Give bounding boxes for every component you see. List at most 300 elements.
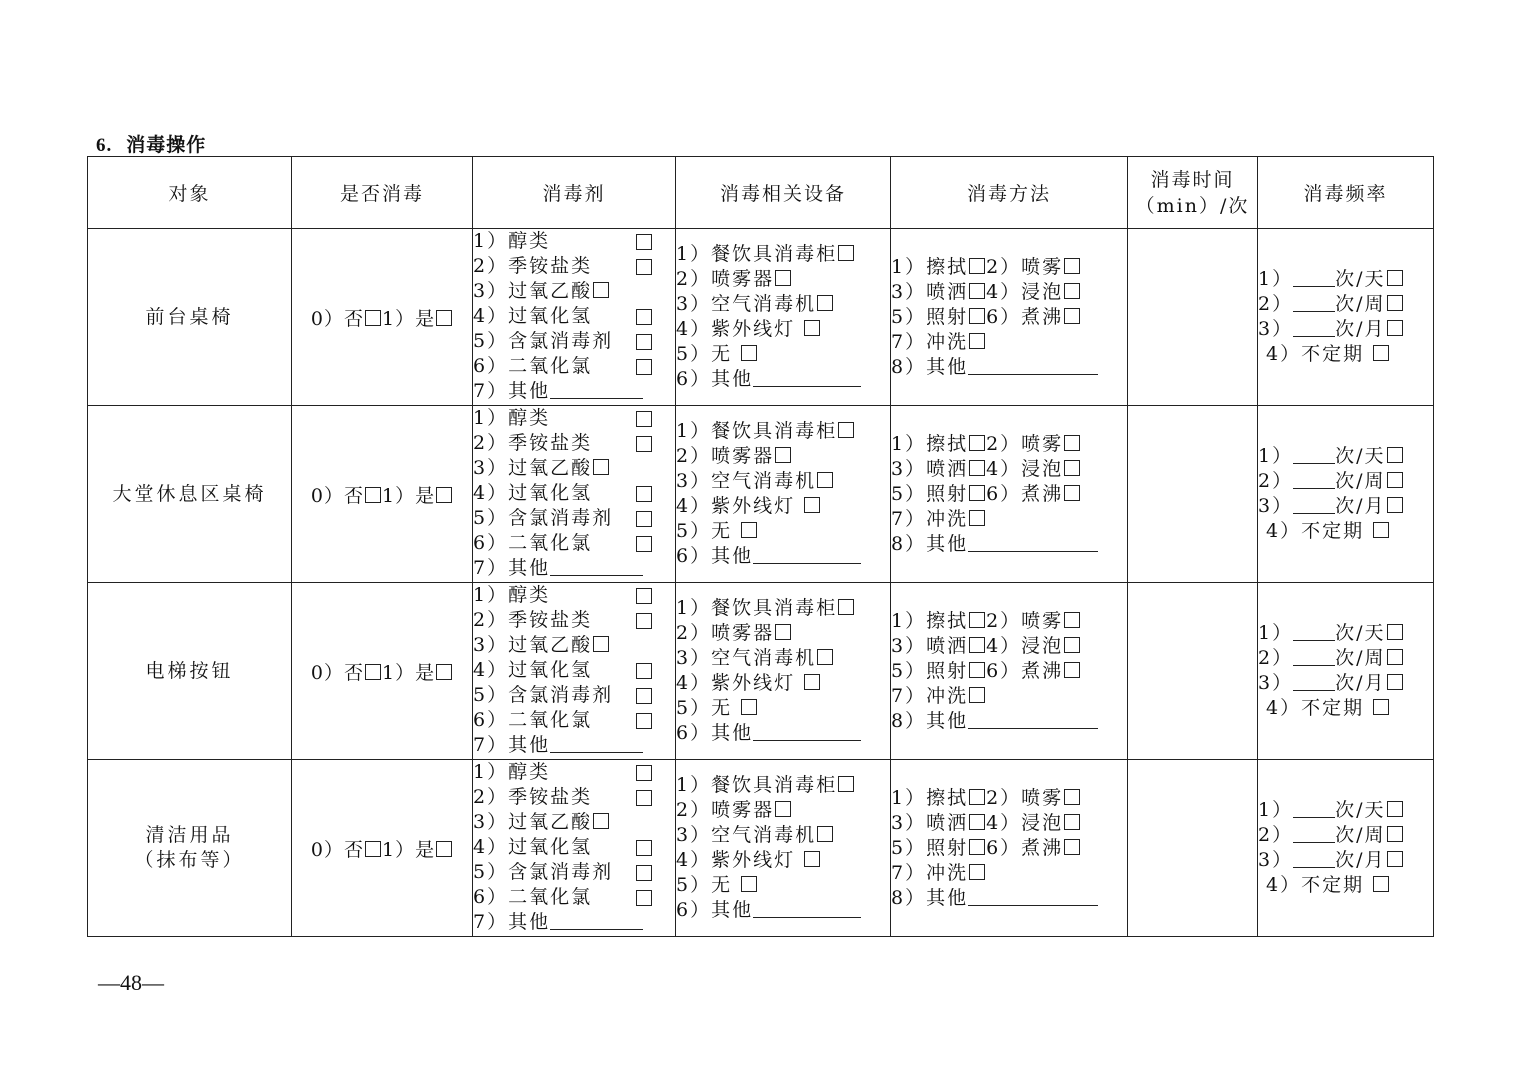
section-number: 6. [96, 135, 113, 156]
option-label: 2）喷雾 [986, 432, 1064, 455]
method-line [891, 609, 1127, 634]
checkbox[interactable] [1387, 674, 1403, 690]
object-name: 清洁用品 [145, 824, 234, 846]
option-label: 3） [1258, 672, 1294, 694]
checkbox[interactable] [1387, 649, 1403, 665]
equipment-option-other [676, 367, 890, 392]
other-blank[interactable] [753, 545, 861, 564]
option-label: 5）照射 [891, 305, 969, 328]
option-label: 3）过氧乙酸 [473, 634, 593, 656]
time-cell[interactable] [1128, 229, 1258, 406]
checkbox[interactable] [1387, 497, 1403, 513]
checkbox-irradiate[interactable] [969, 308, 985, 324]
frequency-week [1258, 292, 1433, 317]
checkbox[interactable] [1387, 826, 1403, 842]
checkbox-spray[interactable] [1064, 612, 1080, 628]
checkbox-yes[interactable] [436, 310, 452, 326]
agent-option-peroxide [473, 481, 675, 506]
checkbox[interactable] [1387, 447, 1403, 463]
time-cell[interactable] [1128, 760, 1258, 937]
method-line [891, 255, 1127, 280]
option-label: 2）喷雾 [986, 609, 1064, 632]
option-yes-label: 1）是 [382, 307, 436, 330]
checkbox-spray[interactable] [1064, 435, 1080, 451]
option-label: 3）空气消毒机 [676, 293, 817, 315]
checkbox[interactable] [593, 636, 609, 652]
option-label: 7）其他 [473, 911, 551, 933]
method-line [891, 482, 1127, 507]
option-label: 3）喷洒 [891, 634, 969, 657]
checkbox[interactable] [1387, 624, 1403, 640]
agent-option-alcohol [473, 760, 675, 785]
other-blank[interactable] [968, 533, 1098, 552]
option-label: 2） [1258, 647, 1294, 669]
checkbox[interactable] [636, 713, 652, 729]
equipment-cell [676, 229, 891, 406]
option-label: 3） [1258, 318, 1294, 340]
agent-option-peracetic [473, 279, 675, 304]
header-object: 对象 [88, 157, 292, 229]
option-label: 4）浸泡 [986, 280, 1064, 303]
checkbox[interactable] [636, 234, 652, 250]
header-disinfect: 是否消毒 [292, 157, 473, 229]
checkbox[interactable] [636, 890, 652, 906]
option-label: 6）二氧化氯 [473, 709, 593, 731]
checkbox-spray[interactable] [1064, 789, 1080, 805]
checkbox[interactable] [636, 840, 652, 856]
checkbox[interactable] [741, 345, 757, 361]
checkbox[interactable] [838, 245, 854, 261]
option-label: 3）过氧乙酸 [473, 280, 593, 302]
checkbox[interactable] [1373, 522, 1389, 538]
checkbox-boil[interactable] [1064, 308, 1080, 324]
equipment-option-uv [676, 317, 890, 342]
count-blank[interactable] [1293, 268, 1335, 287]
checkbox-no[interactable] [365, 664, 381, 680]
object-cell [88, 583, 292, 760]
option-label: 6）其他 [676, 899, 754, 921]
option-label: 1） [1258, 622, 1294, 644]
checkbox[interactable] [636, 486, 652, 502]
checkbox[interactable] [636, 688, 652, 704]
object-cell [88, 760, 292, 937]
checkbox[interactable] [804, 497, 820, 513]
option-label: 4）紫外线灯 [676, 672, 796, 694]
frequency-cell [1258, 583, 1434, 760]
checkbox[interactable] [636, 359, 652, 375]
agent-option-other [473, 733, 675, 758]
checkbox[interactable] [804, 320, 820, 336]
checkbox[interactable] [636, 865, 652, 881]
option-label: 3） [1258, 849, 1294, 871]
other-blank[interactable] [550, 911, 643, 930]
checkbox-boil[interactable] [1064, 839, 1080, 855]
equipment-cell [676, 760, 891, 937]
table-row [88, 229, 1434, 406]
option-label: 8）其他 [891, 355, 969, 378]
option-label: 2）喷雾器 [676, 445, 775, 467]
header-time [1128, 157, 1258, 229]
other-blank[interactable] [968, 356, 1098, 375]
other-blank[interactable] [753, 722, 861, 741]
checkbox-sprinkle[interactable] [969, 814, 985, 830]
other-blank[interactable] [550, 734, 643, 753]
method-line [891, 432, 1127, 457]
object-cell [88, 229, 292, 406]
option-label: 4）浸泡 [986, 457, 1064, 480]
option-label: 4）不定期 [1266, 343, 1365, 365]
option-label: 3）喷洒 [891, 280, 969, 303]
checkbox-wipe[interactable] [969, 435, 985, 451]
checkbox[interactable] [817, 826, 833, 842]
checkbox[interactable] [1373, 345, 1389, 361]
option-label: 4）紫外线灯 [676, 495, 796, 517]
count-blank[interactable] [1293, 445, 1335, 464]
checkbox-rinse[interactable] [969, 864, 985, 880]
agent-option-chlorine [473, 506, 675, 531]
equipment-option-uv [676, 671, 890, 696]
equipment-option-cabinet [676, 773, 890, 798]
option-label: 6）二氧化氯 [473, 532, 593, 554]
checkbox[interactable] [775, 270, 791, 286]
checkbox-boil[interactable] [1064, 662, 1080, 678]
option-label: 次/周 [1335, 824, 1386, 846]
disinfect-cell [292, 583, 473, 760]
option-label: 7）其他 [473, 557, 551, 579]
option-label: 1）餐饮具消毒柜 [676, 420, 838, 442]
count-blank[interactable] [1293, 495, 1335, 514]
equipment-option-none [676, 873, 890, 898]
option-label: 3）过氧乙酸 [473, 457, 593, 479]
checkbox[interactable] [838, 776, 854, 792]
option-label: 5）照射 [891, 659, 969, 682]
checkbox[interactable] [817, 649, 833, 665]
checkbox[interactable] [741, 699, 757, 715]
section-title-text: 消毒操作 [126, 134, 207, 156]
checkbox[interactable] [636, 334, 652, 350]
equipment-option-air [676, 823, 890, 848]
count-blank[interactable] [1293, 318, 1335, 337]
checkbox-soak[interactable] [1064, 460, 1080, 476]
method-line [891, 532, 1127, 557]
disinfection-table [87, 156, 1434, 937]
agent-option-quaternary [473, 431, 675, 456]
checkbox-rinse[interactable] [969, 333, 985, 349]
option-label: 7）冲洗 [891, 684, 969, 707]
section-title [96, 130, 206, 157]
checkbox[interactable] [1387, 320, 1403, 336]
checkbox-no[interactable] [365, 487, 381, 503]
agent-option-other [473, 910, 675, 935]
count-blank[interactable] [1293, 470, 1335, 489]
checkbox-rinse[interactable] [969, 687, 985, 703]
object-name: 大堂休息区桌椅 [112, 482, 267, 505]
option-label: 次/天 [1335, 622, 1386, 644]
option-label: 8）其他 [891, 532, 969, 555]
option-label: 1）擦拭 [891, 255, 969, 278]
agent-option-peroxide [473, 304, 675, 329]
agent-option-other [473, 556, 675, 581]
agent-option-peracetic [473, 633, 675, 658]
option-label: 次/周 [1335, 293, 1386, 315]
frequency-month [1258, 317, 1433, 342]
option-label: 次/天 [1335, 445, 1386, 467]
option-label: 3）空气消毒机 [676, 824, 817, 846]
option-label: 1）醇类 [473, 407, 551, 429]
frequency-cell [1258, 760, 1434, 937]
method-line [891, 355, 1127, 380]
disinfect-cell [292, 406, 473, 583]
checkbox[interactable] [636, 765, 652, 781]
checkbox[interactable] [636, 536, 652, 552]
checkbox[interactable] [1387, 472, 1403, 488]
checkbox[interactable] [1387, 270, 1403, 286]
option-label: 次/天 [1335, 799, 1386, 821]
equipment-option-other [676, 898, 890, 923]
disinfect-cell [292, 760, 473, 937]
other-blank[interactable] [968, 887, 1098, 906]
option-label: 7）其他 [473, 380, 551, 402]
checkbox[interactable] [741, 522, 757, 538]
checkbox-spray[interactable] [1064, 258, 1080, 274]
checkbox[interactable] [775, 624, 791, 640]
frequency-month [1258, 671, 1433, 696]
header-equipment: 消毒相关设备 [676, 157, 891, 229]
checkbox-yes[interactable] [436, 841, 452, 857]
option-label: 5）无 [676, 697, 733, 719]
option-label: 6）其他 [676, 722, 754, 744]
method-line [891, 634, 1127, 659]
option-label: 2） [1258, 293, 1294, 315]
option-label: 4）不定期 [1266, 874, 1365, 896]
checkbox[interactable] [775, 447, 791, 463]
count-blank[interactable] [1293, 622, 1335, 641]
option-label: 4）不定期 [1266, 697, 1365, 719]
checkbox[interactable] [636, 411, 652, 427]
checkbox-no[interactable] [365, 310, 381, 326]
table-row [88, 760, 1434, 937]
option-label: 5）含氯消毒剂 [473, 861, 614, 883]
option-label: 8）其他 [891, 886, 969, 909]
frequency-day [1258, 621, 1433, 646]
header-time-line2: （min）/次 [1135, 194, 1250, 217]
checkbox[interactable] [838, 599, 854, 615]
method-line [891, 836, 1127, 861]
checkbox[interactable] [1387, 801, 1403, 817]
checkbox[interactable] [636, 259, 652, 275]
option-no-label: 0）否 [310, 661, 364, 684]
option-label: 5）含氯消毒剂 [473, 507, 614, 529]
option-label: 5）含氯消毒剂 [473, 330, 614, 352]
option-label: 4）过氧化氢 [473, 836, 593, 858]
checkbox-boil[interactable] [1064, 485, 1080, 501]
option-label: 1）醇类 [473, 584, 551, 606]
checkbox[interactable] [838, 422, 854, 438]
agent-option-chlorine [473, 329, 675, 354]
frequency-month [1258, 494, 1433, 519]
checkbox[interactable] [636, 663, 652, 679]
option-label: 7）冲洗 [891, 861, 969, 884]
checkbox[interactable] [593, 282, 609, 298]
agent-option-chlorine-dioxide [473, 531, 675, 556]
method-line [891, 330, 1127, 355]
option-label: 2）喷雾 [986, 255, 1064, 278]
option-label: 7）其他 [473, 734, 551, 756]
option-label: 7）冲洗 [891, 507, 969, 530]
option-label: 5）无 [676, 520, 733, 542]
table-row [88, 406, 1434, 583]
count-blank[interactable] [1293, 293, 1335, 312]
option-label: 3）喷洒 [891, 811, 969, 834]
object-name: 前台桌椅 [145, 305, 234, 328]
time-cell[interactable] [1128, 583, 1258, 760]
option-label: 5）含氯消毒剂 [473, 684, 614, 706]
option-label: 5）无 [676, 343, 733, 365]
option-label: 2）季铵盐类 [473, 786, 593, 808]
checkbox-no[interactable] [365, 841, 381, 857]
checkbox[interactable] [636, 790, 652, 806]
header-agent: 消毒剂 [473, 157, 676, 229]
object-cell [88, 406, 292, 583]
agent-option-quaternary [473, 254, 675, 279]
option-label: 次/月 [1335, 672, 1386, 694]
option-label: 次/月 [1335, 495, 1386, 517]
option-label: 1） [1258, 799, 1294, 821]
checkbox[interactable] [593, 813, 609, 829]
equipment-option-cabinet [676, 419, 890, 444]
count-blank[interactable] [1293, 824, 1335, 843]
checkbox[interactable] [775, 801, 791, 817]
checkbox[interactable] [636, 613, 652, 629]
checkbox-sprinkle[interactable] [969, 460, 985, 476]
agent-option-alcohol [473, 229, 675, 254]
checkbox[interactable] [593, 459, 609, 475]
option-label: 7）冲洗 [891, 330, 969, 353]
header-frequency: 消毒频率 [1258, 157, 1434, 229]
checkbox-wipe[interactable] [969, 789, 985, 805]
checkbox[interactable] [636, 511, 652, 527]
time-cell[interactable] [1128, 406, 1258, 583]
frequency-day [1258, 267, 1433, 292]
option-label: 1）餐饮具消毒柜 [676, 597, 838, 619]
checkbox[interactable] [804, 674, 820, 690]
equipment-option-sprayer [676, 267, 890, 292]
checkbox-yes[interactable] [436, 487, 452, 503]
checkbox-soak[interactable] [1064, 814, 1080, 830]
checkbox[interactable] [741, 876, 757, 892]
option-label: 4）紫外线灯 [676, 849, 796, 871]
option-label: 3）喷洒 [891, 457, 969, 480]
checkbox-wipe[interactable] [969, 258, 985, 274]
equipment-option-cabinet [676, 242, 890, 267]
agent-option-chlorine-dioxide [473, 885, 675, 910]
checkbox-irradiate[interactable] [969, 839, 985, 855]
option-yes-label: 1）是 [382, 484, 436, 507]
checkbox[interactable] [1373, 876, 1389, 892]
checkbox-wipe[interactable] [969, 612, 985, 628]
option-label: 2）喷雾 [986, 786, 1064, 809]
option-label: 6）其他 [676, 368, 754, 390]
equipment-option-other [676, 544, 890, 569]
checkbox-soak[interactable] [1064, 283, 1080, 299]
checkbox[interactable] [636, 309, 652, 325]
option-label: 6）煮沸 [986, 836, 1064, 859]
checkbox-soak[interactable] [1064, 637, 1080, 653]
agent-cell [473, 760, 676, 937]
method-line [891, 507, 1127, 532]
table-row [88, 583, 1434, 760]
other-blank[interactable] [753, 368, 861, 387]
agent-option-alcohol [473, 583, 675, 608]
option-label: 4）浸泡 [986, 811, 1064, 834]
option-label: 3） [1258, 495, 1294, 517]
checkbox-yes[interactable] [436, 664, 452, 680]
checkbox[interactable] [1387, 295, 1403, 311]
checkbox[interactable] [804, 851, 820, 867]
checkbox-sprinkle[interactable] [969, 637, 985, 653]
frequency-week [1258, 469, 1433, 494]
option-label: 1） [1258, 445, 1294, 467]
checkbox[interactable] [817, 472, 833, 488]
checkbox-irradiate[interactable] [969, 662, 985, 678]
checkbox-irradiate[interactable] [969, 485, 985, 501]
option-label: 1）醇类 [473, 761, 551, 783]
equipment-option-cabinet [676, 596, 890, 621]
equipment-option-sprayer [676, 444, 890, 469]
other-blank[interactable] [550, 380, 643, 399]
option-label: 5）照射 [891, 482, 969, 505]
checkbox[interactable] [636, 588, 652, 604]
method-line [891, 709, 1127, 734]
method-line [891, 811, 1127, 836]
agent-option-peracetic [473, 810, 675, 835]
equipment-option-other [676, 721, 890, 746]
checkbox[interactable] [636, 436, 652, 452]
count-blank[interactable] [1293, 647, 1335, 666]
equipment-option-none [676, 696, 890, 721]
method-cell [891, 583, 1128, 760]
agent-option-peroxide [473, 658, 675, 683]
page-number: —48— [98, 970, 164, 995]
count-blank[interactable] [1293, 799, 1335, 818]
option-yes-label: 1）是 [382, 838, 436, 861]
method-line [891, 457, 1127, 482]
option-label: 1）擦拭 [891, 432, 969, 455]
method-cell [891, 229, 1128, 406]
table-header-row [88, 157, 1434, 229]
checkbox-sprinkle[interactable] [969, 283, 985, 299]
agent-option-alcohol [473, 406, 675, 431]
table-body [88, 229, 1434, 937]
checkbox[interactable] [1373, 699, 1389, 715]
frequency-month [1258, 848, 1433, 873]
other-blank[interactable] [968, 710, 1098, 729]
frequency-irregular [1258, 873, 1433, 898]
other-blank[interactable] [550, 557, 643, 576]
other-blank[interactable] [753, 899, 861, 918]
count-blank[interactable] [1293, 849, 1335, 868]
checkbox-rinse[interactable] [969, 510, 985, 526]
checkbox[interactable] [817, 295, 833, 311]
equipment-option-air [676, 469, 890, 494]
equipment-option-air [676, 292, 890, 317]
option-label: 次/天 [1335, 268, 1386, 290]
checkbox[interactable] [1387, 851, 1403, 867]
agent-cell [473, 406, 676, 583]
count-blank[interactable] [1293, 672, 1335, 691]
option-label: 1）餐饮具消毒柜 [676, 774, 838, 796]
agent-option-peracetic [473, 456, 675, 481]
